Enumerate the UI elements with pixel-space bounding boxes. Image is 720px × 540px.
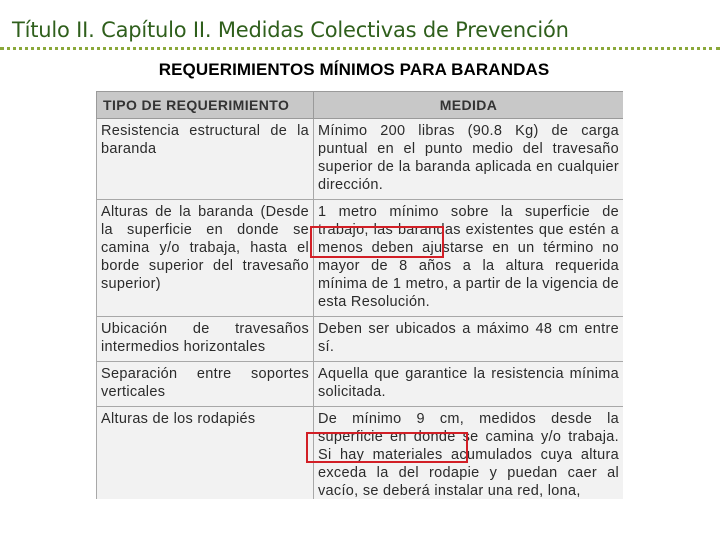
requirement-cell: Ubicación de travesaños intermedios horizontales	[97, 317, 314, 362]
requirement-cell: Separación entre soportes verticales	[97, 362, 314, 407]
table-row	[97, 119, 624, 200]
table-row	[97, 317, 624, 362]
slide-title: Título II. Capítulo II. Medidas Colectivas de Prevención	[12, 18, 569, 42]
measure-cell: Aquella que garantice la resistencia mínima solicitada.	[314, 362, 624, 407]
measure-cell: Deben ser ubicados a máximo 48 cm entre sí.	[314, 317, 624, 362]
table-row	[97, 200, 624, 317]
slide-subtitle: REQUERIMIENTOS MÍNIMOS PARA BARANDAS	[158, 60, 550, 79]
measure-cell: Mínimo 200 libras (90.8 Kg) de carga puntual en el punto medio del travesaño superior de la baranda aplicada en cualquier dirección.	[314, 119, 624, 200]
title-divider	[0, 47, 720, 50]
measure-cell: 1 metro mínimo sobre la superficie de trabajo; las barandas existentes que estén a menos deben ajustarse en un término no mayor de 8 años a la altura requerida mínima de 1 metro, a partir de la vigencia de esta Resolución.	[314, 200, 624, 317]
table-row	[97, 362, 624, 407]
requirement-cell: Alturas de los rodapiés	[97, 407, 314, 500]
requirement-cell: Resistencia estructural de la baranda	[97, 119, 314, 200]
table-header-row	[97, 92, 624, 119]
column-header-requirement: TIPO DE REQUERIMIENTO	[97, 92, 314, 119]
measure-cell: De mínimo 9 cm, medidos desde la superficie en donde se camina y/o trabaja. Si hay materiales acumulados cuya altura exceda la del rodapie y puedan caer al vacío, se deberá instalar una red, lona,	[314, 407, 624, 500]
highlight-box-height-adjustment	[310, 226, 444, 258]
column-header-measure: MEDIDA	[314, 92, 624, 119]
requirement-cell: Alturas de la baranda (Desde la superficie en donde se camina y/o trabaja, hasta el borde superior del travesaño superior)	[97, 200, 314, 317]
highlight-box-accumulated-materials	[306, 432, 468, 463]
